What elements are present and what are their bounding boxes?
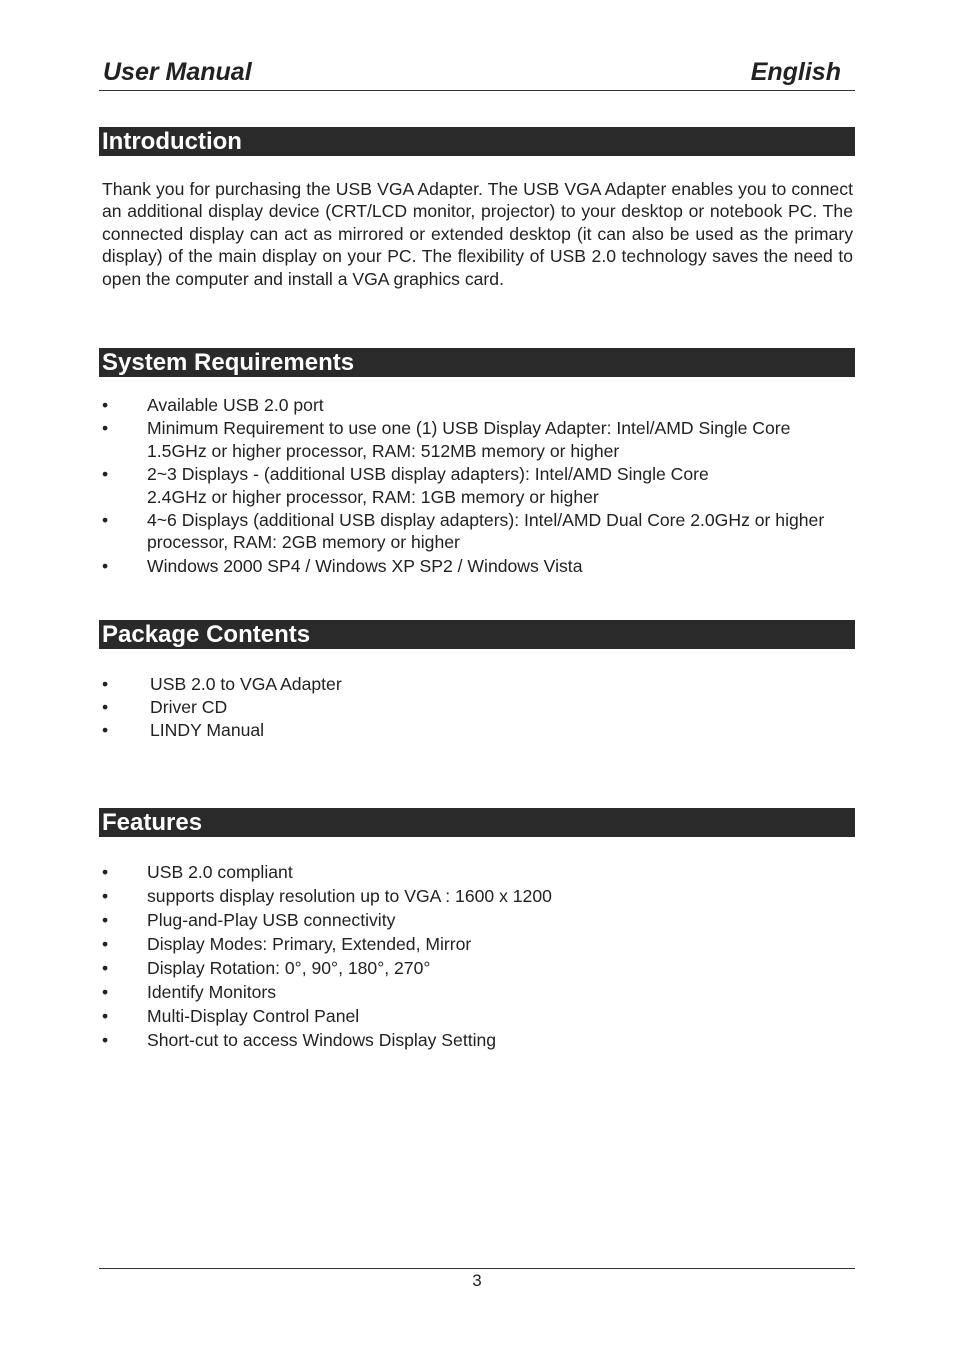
list-item: • supports display resolution up to VGA : 1600 x 1200 (102, 885, 842, 908)
list-item: • Display Modes: Primary, Extended, Mirror (102, 933, 842, 956)
bullet: • (102, 509, 109, 530)
bullet: • (102, 982, 109, 1002)
bullet: • (102, 862, 109, 882)
list-item: • USB 2.0 compliant (102, 861, 842, 884)
features-list (102, 861, 842, 1053)
list-item: • Available USB 2.0 port (102, 395, 324, 415)
bullet: • (102, 910, 109, 930)
list-item: • Identify Monitors (102, 981, 842, 1004)
page-number: 3 (472, 1271, 482, 1290)
list-item: • Short-cut to access Windows Display Setting (102, 1029, 842, 1052)
list-item: • USB 2.0 to VGA Adapter (102, 674, 342, 694)
list-item: • LINDY Manual (102, 720, 265, 741)
bullet: • (102, 555, 109, 576)
list-item: • 2~3 Displays - (additional USB display adapters): Intel/AMD Single Core 2.4GHz or higher processor, RAM: 1GB memory or higher (102, 463, 709, 507)
bullet: • (102, 697, 109, 718)
bullet: • (102, 674, 109, 694)
bullet: • (102, 418, 109, 439)
section-title-system-requirements: System Requirements (99, 348, 855, 377)
introduction-paragraph: Thank you for purchasing the USB VGA Adapter. The USB VGA Adapter enables you to connect an additional display device (CRT/LCD monitor, projector) to your desktop or notebook PC. The connected display can act as mirrored or extended desktop (it can also be used as the primary display) of the main display on your PC. The flexibility of USB 2.0 technology saves the need to open the computer and install a VGA graphics card. (102, 179, 853, 289)
bullet: • (102, 934, 109, 954)
bullet: • (102, 1030, 109, 1050)
package-contents-list (102, 673, 802, 743)
bullet: • (102, 463, 109, 484)
bullet: • (102, 395, 109, 415)
footer-divider (99, 1268, 855, 1269)
list-item: • Display Rotation: 0°, 90°, 180°, 270° (102, 957, 842, 980)
header-title: User Manual (103, 58, 252, 86)
bullet: • (102, 886, 109, 906)
section-title-package-contents: Package Contents (99, 620, 855, 649)
list-item: • Windows 2000 SP4 / Windows XP SP2 / Windows Vista (102, 555, 583, 576)
list-item: • Multi-Display Control Panel (102, 1005, 842, 1028)
bullet: • (102, 1006, 109, 1026)
bullet: • (102, 958, 109, 978)
section-title-introduction: Introduction (99, 127, 855, 156)
section-title-features: Features (99, 808, 855, 837)
list-item: • Plug-and-Play USB connectivity (102, 909, 842, 932)
bullet: • (102, 720, 109, 741)
system-requirements-list (102, 394, 842, 578)
list-item: • Minimum Requirement to use one (1) USB Display Adapter: Intel/AMD Single Core 1.5GHz or higher processor, RAM: 512MB memory or higher (102, 418, 791, 461)
page-header (99, 56, 855, 91)
list-item: • Driver CD (102, 697, 228, 718)
header-language: English (750, 58, 841, 86)
list-item: • 4~6 Displays (additional USB display adapters): Intel/AMD Dual Core 2.0GHz or higher processor, RAM: 2GB memory or higher (102, 509, 825, 553)
